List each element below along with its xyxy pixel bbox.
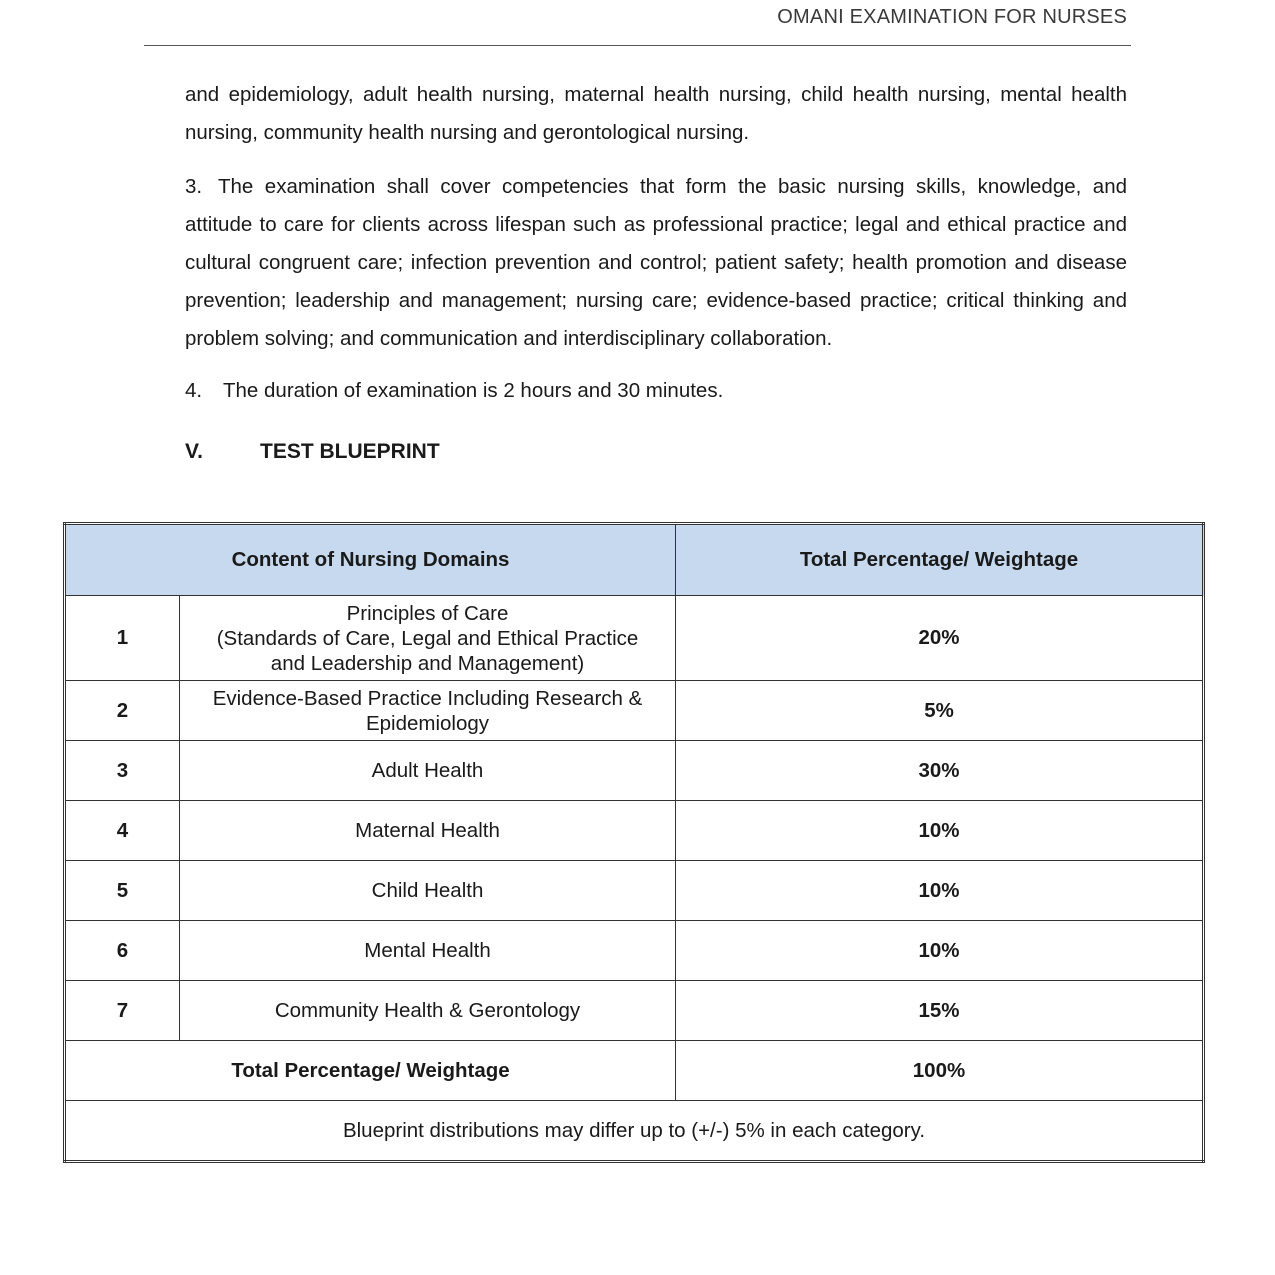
row-domain: Community Health & Gerontology — [180, 981, 676, 1041]
header-domains: Content of Nursing Domains — [65, 524, 676, 596]
section-roman-numeral: V. — [185, 440, 203, 463]
row-number: 3 — [65, 741, 180, 801]
header-divider — [144, 45, 1131, 46]
table-row — [65, 741, 1204, 801]
row-percentage: 10% — [676, 801, 1204, 861]
domain-line: Epidemiology — [365, 711, 490, 735]
row-domain — [180, 596, 676, 681]
section-heading — [185, 440, 440, 464]
row-domain: Adult Health — [180, 741, 676, 801]
blueprint-table — [63, 522, 1205, 1163]
row-domain — [180, 681, 676, 741]
table-total-row — [65, 1041, 1204, 1101]
page-header-title: OMANI EXAMINATION FOR NURSES — [777, 6, 1127, 28]
blueprint-note: Blueprint distributions may differ up to (+/-) 5% in each category. — [65, 1101, 1204, 1162]
item-3-text: The examination shall cover competencies that form the basic nursing skills, knowledge, and attitude to care for clients across lifespan such as professional practice; legal and ethical practice and cultural congruent care; infection prevention and control; patient safety; health promotion and disease prevention; leadership and management; nursing care; evidence-based practice; critical thinking and problem solving; and communication and interdisciplinary collaboration. — [185, 175, 1127, 350]
domain-line: Principles of Care — [346, 601, 509, 625]
row-number: 4 — [65, 801, 180, 861]
blueprint-table-container — [63, 522, 1205, 1163]
row-percentage: 10% — [676, 921, 1204, 981]
row-number: 7 — [65, 981, 180, 1041]
table-row — [65, 981, 1204, 1041]
domain-line: (Standards of Care, Legal and Ethical Practice — [216, 626, 639, 650]
table-row — [65, 861, 1204, 921]
paragraph-item-4 — [185, 372, 1127, 410]
row-percentage: 10% — [676, 861, 1204, 921]
table-row — [65, 921, 1204, 981]
paragraph-continuation: and epidemiology, adult health nursing, maternal health nursing, child health nursing, mental health nursing, community health nursing and gerontological nursing. — [185, 83, 1127, 144]
row-percentage: 5% — [676, 681, 1204, 741]
row-domain: Mental Health — [180, 921, 676, 981]
row-number: 1 — [65, 596, 180, 681]
item-3-number: 3. — [185, 175, 203, 198]
row-percentage: 30% — [676, 741, 1204, 801]
table-row — [65, 681, 1204, 741]
item-4-number: 4. — [185, 379, 203, 402]
row-number: 5 — [65, 861, 180, 921]
item-4-text: The duration of examination is 2 hours and 30 minutes. — [223, 379, 724, 402]
paragraph-item-3 — [185, 168, 1127, 358]
table-row — [65, 596, 1204, 681]
total-label: Total Percentage/ Weightage — [65, 1041, 676, 1101]
header-weightage: Total Percentage/ Weightage — [676, 524, 1204, 596]
row-percentage: 15% — [676, 981, 1204, 1041]
row-domain: Maternal Health — [180, 801, 676, 861]
domain-line: Evidence-Based Practice Including Research & — [212, 686, 643, 710]
row-number: 2 — [65, 681, 180, 741]
total-percentage: 100% — [676, 1041, 1204, 1101]
row-percentage: 20% — [676, 596, 1204, 681]
row-domain: Child Health — [180, 861, 676, 921]
table-header-row — [65, 524, 1204, 596]
domain-line: and Leadership and Management) — [270, 651, 585, 675]
row-number: 6 — [65, 921, 180, 981]
section-title: TEST BLUEPRINT — [260, 440, 440, 463]
table-note-row — [65, 1101, 1204, 1162]
table-row — [65, 801, 1204, 861]
